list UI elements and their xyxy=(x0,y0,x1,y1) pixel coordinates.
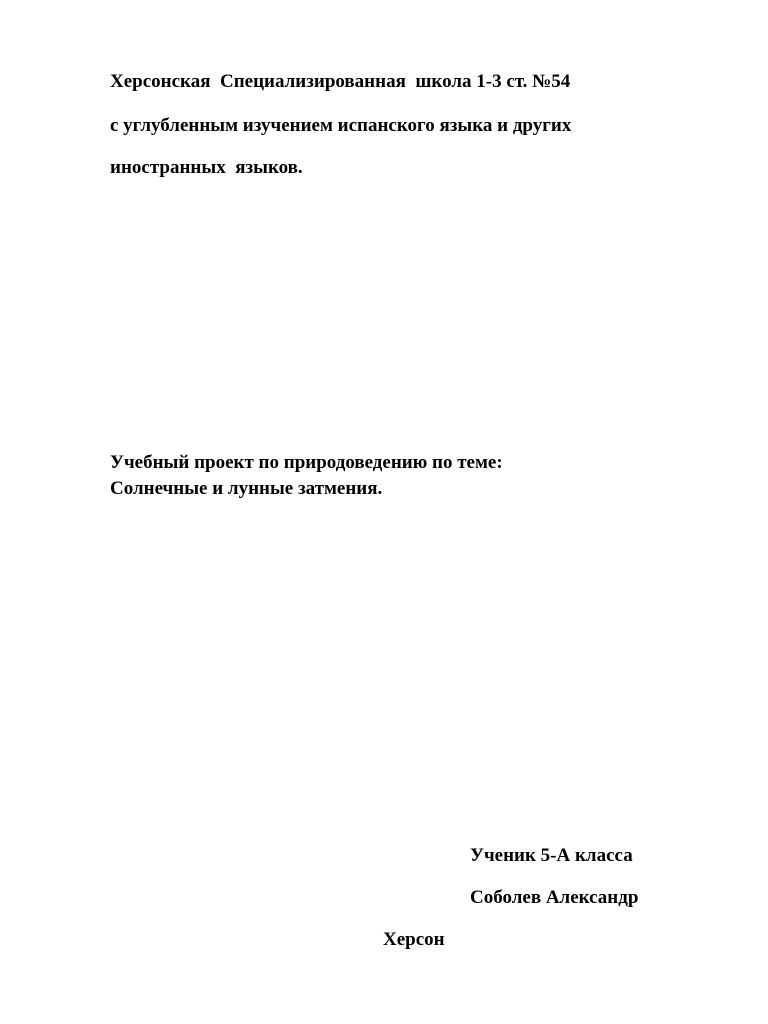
city-name: Херсон xyxy=(383,929,445,950)
project-title-line-1: Учебный проект по природоведению по теме: xyxy=(110,452,503,473)
school-name-line-1: Херсонская Специализированная школа 1-3 ст. №54 xyxy=(110,71,571,92)
school-name-line-3: иностранных языков. xyxy=(110,157,303,178)
school-name-line-2: с углубленным изучением испанского языка и других xyxy=(110,115,572,136)
author-name: Соболев Александр xyxy=(470,887,639,908)
author-grade: Ученик 5-А класса xyxy=(470,845,633,866)
project-title-line-2: Солнечные и лунные затмения. xyxy=(110,478,383,499)
